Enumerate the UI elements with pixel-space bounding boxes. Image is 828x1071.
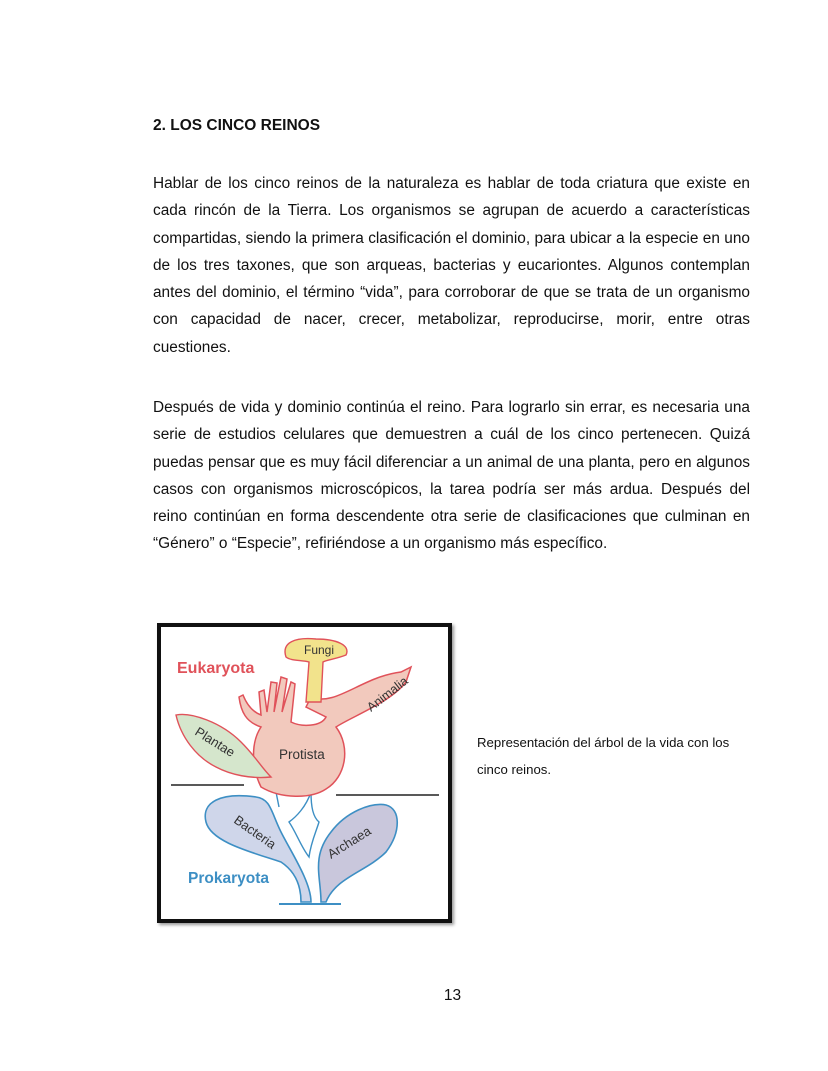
label-bacteria: Bacteria xyxy=(231,812,279,852)
page-number: 13 xyxy=(443,987,462,1004)
label-eukaryota: Eukaryota xyxy=(177,660,255,677)
tree-of-life-diagram xyxy=(161,627,448,919)
label-prokaryota: Prokaryota xyxy=(188,870,269,887)
paragraph-2: Después de vida y dominio continúa el reino. Para lograrlo sin errar, es necesaria una serie de estudios celulares que demuestren a cuál de los cinco pertenecen. Quizá puedas pensar que es muy fácil diferenciar a un animal de una planta, pero en algunos casos con organismos microscópicos, la tarea podría ser más ardua. Después del reino continúan en forma descendente otra serie de clasificaciones que culminan en “Género” o “Especie”, refiriéndose a un organismo más específico. xyxy=(153,399,750,553)
label-animalia: Animalia xyxy=(364,673,411,715)
label-archaea: Archaea xyxy=(324,823,374,862)
figure-caption: Representación del árbol de la vida con los cinco reinos. xyxy=(477,735,730,777)
tree-of-life-figure xyxy=(157,623,452,923)
label-plantae: Plantae xyxy=(192,723,238,760)
paragraph-1: Hablar de los cinco reinos de la naturaleza es hablar de toda criatura que existe en cada rincón de la Tierra. Los organismos se agrupan de acuerdo a características compartidas, siendo la primera clasificación el dominio, para ubicar a la especie en uno de los tres taxones, que son arqueas, bacterias y eucariontes. Algunos contemplan antes del dominio, el término “vida”, para corroborar de que se trata de un organismo con capacidad de nacer, crecer, metabolizar, reproducirse, morir, entre otras cuestiones. xyxy=(153,175,750,356)
label-protista: Protista xyxy=(279,747,325,762)
label-fungi: Fungi xyxy=(304,643,335,657)
section-heading: 2. LOS CINCO REINOS xyxy=(153,117,321,134)
